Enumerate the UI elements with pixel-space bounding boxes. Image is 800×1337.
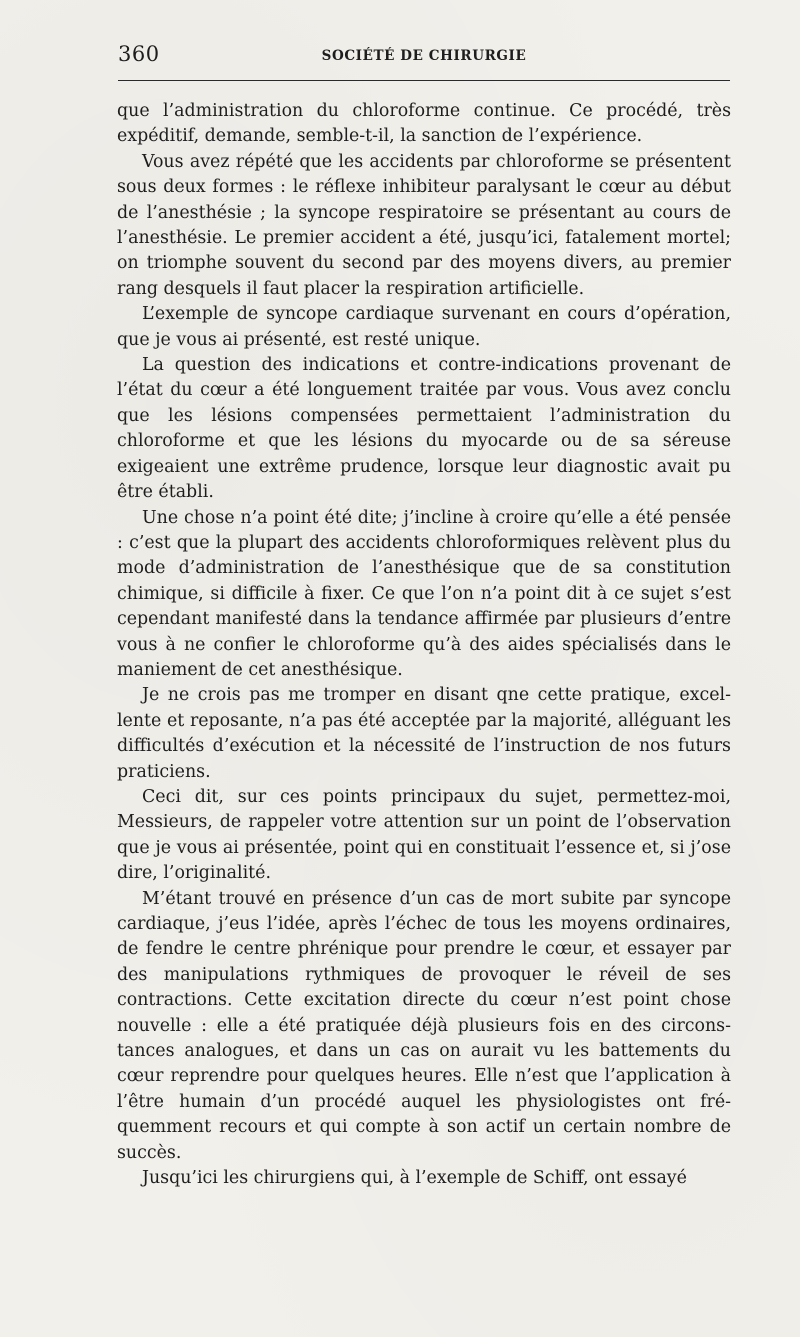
body-text bbox=[117, 99, 731, 1191]
paragraph-accident-forms: Vous avez répété que les accidents par chloroforme se présentent sous deux formes : le réflexe inhibiteur paralysant le cœur au début de l’anesthésie ; la syncope respiratoire se présentant au cours de l’anesthésie. Le premier accident a été, jusqu’ici, fatalement mortel; on triomphe souvent du second par des moyens divers, au premier rang desquels il faut placer la respiration artificielle. bbox=[117, 151, 731, 299]
paragraph-continued: que l’administration du chloroforme continue. Ce procédé, très expéditif, demande, semble-t-il, la sanction de l’expérience. bbox=[117, 101, 731, 147]
paragraph-administration-mode: Une chose n’a point été dite; j’incline à croire qu’elle a été pensée : c’est que la plupart des accidents chloroformiques relèvent plus du mode d’administration de l’anesthésique que de sa constitution chimique, si difficile à fixer. Ce que l’on n’a point dit à ce sujet s’est cependant manifesté dans la tendance affirmée par plusieurs d’entre vous à ne confier le chloroforme qu’à des aides spécialisés dans le maniement de cet anesthésique. bbox=[117, 507, 731, 680]
paragraph-practice: Je ne crois pas me tromper en disant qne cette pratique, excellente et reposante, n’a pas été acceptée par la majorité, alléguant les difficultés d’exécution et la nécessité de l’instruction de nos futurs praticiens. bbox=[117, 685, 731, 782]
page-number: 360 bbox=[118, 42, 160, 66]
paragraph-observation-point: Ceci dit, sur ces points principaux du sujet, permettez-moi, Messieurs, de rappeler votre attention sur un point de l’observation que je vous ai présentée, point qui en constituait l’essence et, si j’ose dire, l’originalité. bbox=[117, 786, 731, 884]
page-header bbox=[118, 42, 730, 72]
header-rule bbox=[118, 80, 730, 81]
paragraph-indications: La question des indications et contre-indications provenant de l’état du cœur a été longuement traitée par vous. Vous avez conclu que les lésions compensées permettaient l’administration du chloroforme et que les lésions du myocarde ou de sa séreuse exigeaient une extrême prudence, lorsque leur diagnostic avait pu être établi. bbox=[117, 355, 731, 503]
running-title: SOCIÉTÉ DE CHIRURGIE bbox=[321, 48, 527, 64]
paragraph-schiff: Jusqu’ici les chirurgiens qui, à l’exemple de Schiff, ont essayé bbox=[142, 1168, 687, 1189]
paragraph-cardiac-syncope-example: L’exemple de syncope cardiaque survenant en cours d’opération, que je vous ai présenté, est resté unique. bbox=[117, 304, 731, 350]
paragraph-direct-excitation: M’étant trouvé en présence d’un cas de mort subite par syncope cardiaque, j’eus l’idée, après l’échec de tous les moyens ordinaires, de fendre le centre phrénique pour prendre le cœur, et essayer par des manipulations rythmiques de provoquer le réveil de ses contractions. Cette excitation directe du cœur n’est point chose nouvelle : elle a été pratiquée déjà plusieurs fois en des circonstances analogues, et dans un cas on aurait vu les battements du cœur reprendre pour quelques heures. Elle n’est que l’application à l’être humain d’un procédé auquel les physiologistes ont fréquemment recours et qui compte à son actif un certain nombre de succès. bbox=[117, 888, 731, 1163]
